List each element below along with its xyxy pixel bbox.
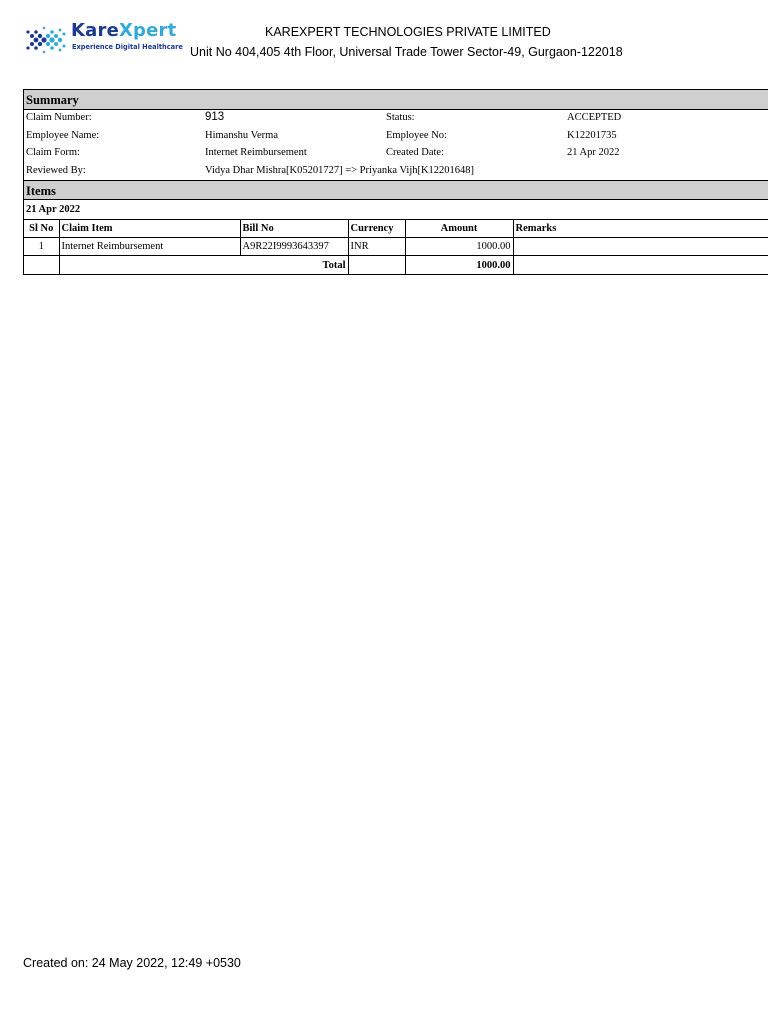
document-header (0, 0, 768, 80)
total-row (24, 256, 768, 275)
summary-heading: Summary (24, 90, 768, 110)
claim-form-value: Internet Reimbursement (205, 147, 307, 158)
reviewed-by-label: Reviewed By: (26, 164, 86, 176)
employee-name-value: Himanshu Verma (205, 129, 279, 141)
total-empty-currency (348, 256, 405, 275)
employee-name-label: Employee Name: (26, 129, 100, 141)
summary-row-claim-number (24, 110, 768, 128)
claim-summary-box (23, 89, 768, 275)
col-header-amount: Amount (405, 220, 513, 238)
cell-sl-no: 1 (24, 238, 59, 256)
col-header-sl-no: Sl No (24, 220, 59, 238)
claim-form-label: Claim Form: (26, 147, 80, 158)
cell-claim-item: Internet Reimbursement (59, 238, 240, 256)
total-empty-remarks (513, 256, 768, 275)
logo-word-kare: Kare (71, 20, 119, 41)
col-header-bill-no: Bill No (240, 220, 348, 238)
items-date: 21 Apr 2022 (24, 200, 768, 220)
col-header-remarks: Remarks (513, 220, 768, 238)
summary-row-reviewed-by (24, 163, 768, 181)
logo-word-xpert: Xpert (118, 20, 177, 41)
claim-number-label: Claim Number: (26, 112, 92, 123)
company-address: Unit No 404,405 4th Floor, Universal Trade Tower Sector-49, Gurgaon-122018 (190, 45, 623, 59)
employee-no-label: Employee No: (386, 129, 447, 141)
summary-row-employee (24, 128, 768, 146)
total-empty-cell (24, 256, 59, 275)
logo-wordmark (71, 20, 176, 41)
status-value: ACCEPTED (567, 112, 622, 123)
cell-currency: INR (348, 238, 405, 256)
total-label: Total (59, 256, 348, 275)
cell-amount: 1000.00 (405, 238, 513, 256)
karexpert-logo (24, 22, 184, 58)
col-header-claim-item: Claim Item (59, 220, 240, 238)
table-row (24, 238, 768, 256)
company-name: KAREXPERT TECHNOLOGIES PRIVATE LIMITED (265, 25, 551, 39)
summary-row-claim-form (24, 145, 768, 163)
cell-remarks (513, 238, 768, 256)
items-heading: Items (24, 180, 768, 200)
items-table (24, 220, 768, 274)
employee-no-value: K12201735 (567, 129, 617, 141)
cell-bill-no: A9R22I9993643397 (240, 238, 348, 256)
col-header-currency: Currency (348, 220, 405, 238)
reviewed-by-value: Vidya Dhar Mishra[K05201727] => Priyanka Vijh[K12201648] (205, 164, 475, 176)
total-amount: 1000.00 (405, 256, 513, 275)
logo-tagline: Experience Digital Healthcare (72, 43, 183, 51)
items-table-header (24, 220, 768, 238)
status-label: Status: (386, 112, 415, 123)
created-date-label: Created Date: (386, 147, 445, 158)
created-on-footer: Created on: 24 May 2022, 12:49 +0530 (23, 956, 241, 970)
claim-number-value: 913 (205, 111, 225, 123)
created-date-value: 21 Apr 2022 (567, 147, 620, 158)
logo-dots-icon (24, 22, 70, 58)
